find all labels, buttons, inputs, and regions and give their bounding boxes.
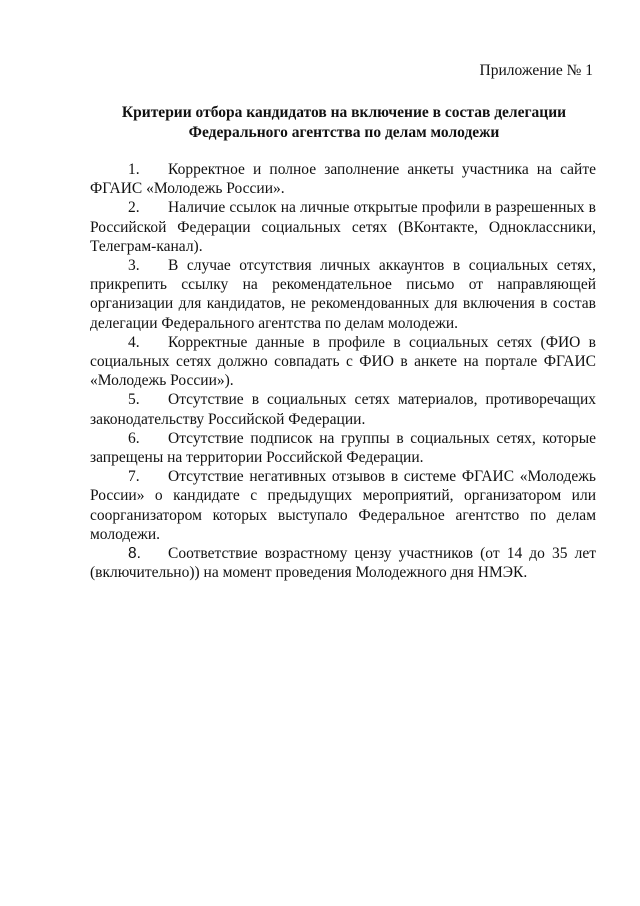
criteria-text: Отсутствие подписок на группы в социальных сетях, которые запрещены на территории Российской Федерации. xyxy=(90,429,596,467)
criteria-number: 4. xyxy=(128,333,140,351)
document-title-line-2: Федерального агентства по делам молодежи xyxy=(188,124,500,141)
criteria-number: 6. xyxy=(128,429,140,447)
criteria-item-7 xyxy=(90,467,596,544)
criteria-item-1 xyxy=(90,160,596,198)
criteria-text: Соответствие возрастному цензу участников (от 14 до 35 лет (включительно)) на момент проведения Молодежного дня НМЭК. xyxy=(90,545,596,582)
criteria-number: 1. xyxy=(128,161,140,178)
criteria-list xyxy=(90,160,596,582)
criteria-item-3 xyxy=(90,256,596,333)
criteria-number: 5. xyxy=(128,391,140,409)
criteria-text: Корректные данные в профиле в социальных сетях (ФИО в социальных сетях должно совпадать с ФИО в анкете на портале ФГАИС «Молодежь России»). xyxy=(90,333,596,390)
criteria-text: Наличие ссылок на личные открытые профили в разрешенных в Российской Федерации социальных сетях (ВКонтакте, Одноклассники, Телеграм-канал). xyxy=(90,199,596,255)
criteria-text: Корректное и полное заполнение анкеты участника на сайте ФГАИС «Молодежь России». xyxy=(90,161,596,198)
criteria-text: Отсутствие негативных отзывов в системе ФГАИС «Молодежь России» о кандидате с предыдущих мероприятий, организатором или соорганизатором которых выступало Федеральное агентство по делам молодежи. xyxy=(90,468,596,543)
document-title xyxy=(90,103,598,143)
criteria-number: 8. xyxy=(128,545,141,563)
criteria-text: В случае отсутствия личных аккаунтов в социальных сетях, прикрепить ссылку на рекомендательное письмо от направляющей организации для кандидатов, не рекомендованных для включения в состав делегации Федерального агентства по делам молодежи. xyxy=(90,257,596,332)
criteria-text: Отсутствие в социальных сетях материалов, противоречащих законодательству Российской Федерации. xyxy=(90,391,596,428)
appendix-label: Приложение № 1 xyxy=(479,62,593,79)
criteria-number: 7. xyxy=(128,468,140,486)
criteria-item-5 xyxy=(90,390,596,428)
criteria-number: 3. xyxy=(128,257,140,275)
criteria-number: 2. xyxy=(128,199,140,217)
criteria-item-4 xyxy=(90,333,596,391)
document-title-line-1: Критерии отбора кандидатов на включение в состав делегации xyxy=(121,104,567,121)
criteria-item-6 xyxy=(90,429,596,467)
criteria-item-8 xyxy=(90,544,596,582)
criteria-item-2 xyxy=(90,198,596,256)
